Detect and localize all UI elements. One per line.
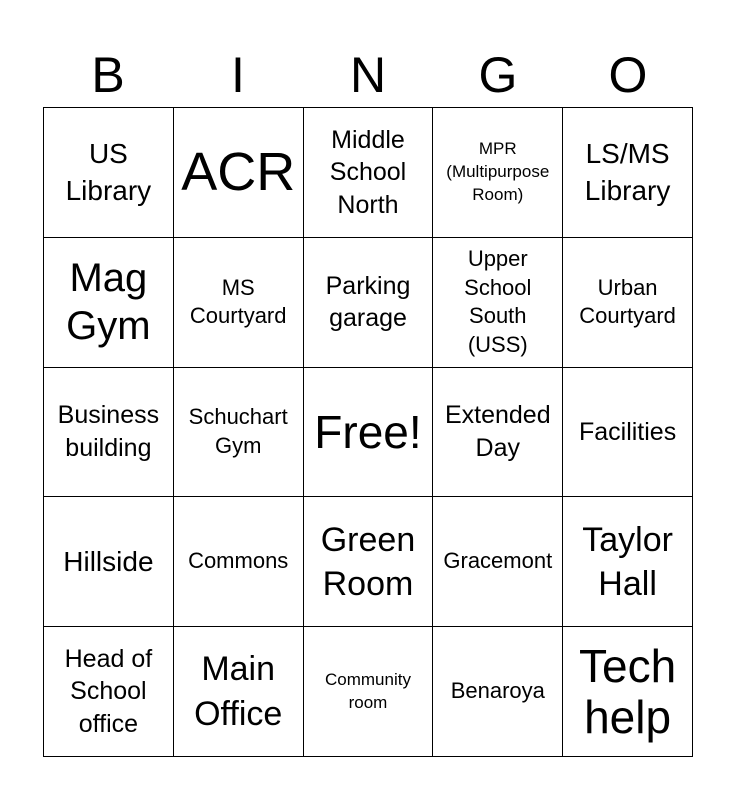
- bingo-cell[interactable]: Parking garage: [304, 238, 434, 368]
- bingo-cell[interactable]: Extended Day: [433, 368, 563, 498]
- bingo-cell[interactable]: Schuchart Gym: [174, 368, 304, 498]
- header-letter-o: O: [608, 47, 648, 103]
- bingo-cell[interactable]: Urban Courtyard: [563, 238, 693, 368]
- header-letter-n: N: [349, 47, 387, 103]
- bingo-card: [43, 107, 693, 757]
- bingo-cell[interactable]: Mag Gym: [44, 238, 174, 368]
- bingo-cell[interactable]: Green Room: [304, 497, 434, 627]
- bingo-cell[interactable]: Taylor Hall: [563, 497, 693, 627]
- bingo-cell[interactable]: Business building: [44, 368, 174, 498]
- bingo-cell[interactable]: Community room: [304, 627, 434, 757]
- bingo-cell[interactable]: Hillside: [44, 497, 174, 627]
- bingo-cell[interactable]: Main Office: [174, 627, 304, 757]
- bingo-cell[interactable]: ACR: [174, 108, 304, 238]
- bingo-cell[interactable]: Tech help: [563, 627, 693, 757]
- bingo-cell[interactable]: LS/MS Library: [563, 108, 693, 238]
- header-letter-b: B: [91, 47, 125, 103]
- bingo-cell[interactable]: Gracemont: [433, 497, 563, 627]
- bingo-cell[interactable]: Head of School office: [44, 627, 174, 757]
- bingo-cell[interactable]: US Library: [44, 108, 174, 238]
- bingo-cell[interactable]: Facilities: [563, 368, 693, 498]
- header-letter-i: I: [231, 47, 245, 103]
- bingo-cell[interactable]: Middle School North: [304, 108, 434, 238]
- bingo-cell[interactable]: Benaroya: [433, 627, 563, 757]
- header-letter-g: G: [478, 47, 518, 103]
- bingo-cell-free[interactable]: Free!: [304, 368, 434, 498]
- bingo-header: [43, 40, 693, 110]
- bingo-cell[interactable]: MPR (Multipurpose Room): [433, 108, 563, 238]
- bingo-cell[interactable]: Commons: [174, 497, 304, 627]
- bingo-cell[interactable]: MS Courtyard: [174, 238, 304, 368]
- bingo-cell[interactable]: Upper School South (USS): [433, 238, 563, 368]
